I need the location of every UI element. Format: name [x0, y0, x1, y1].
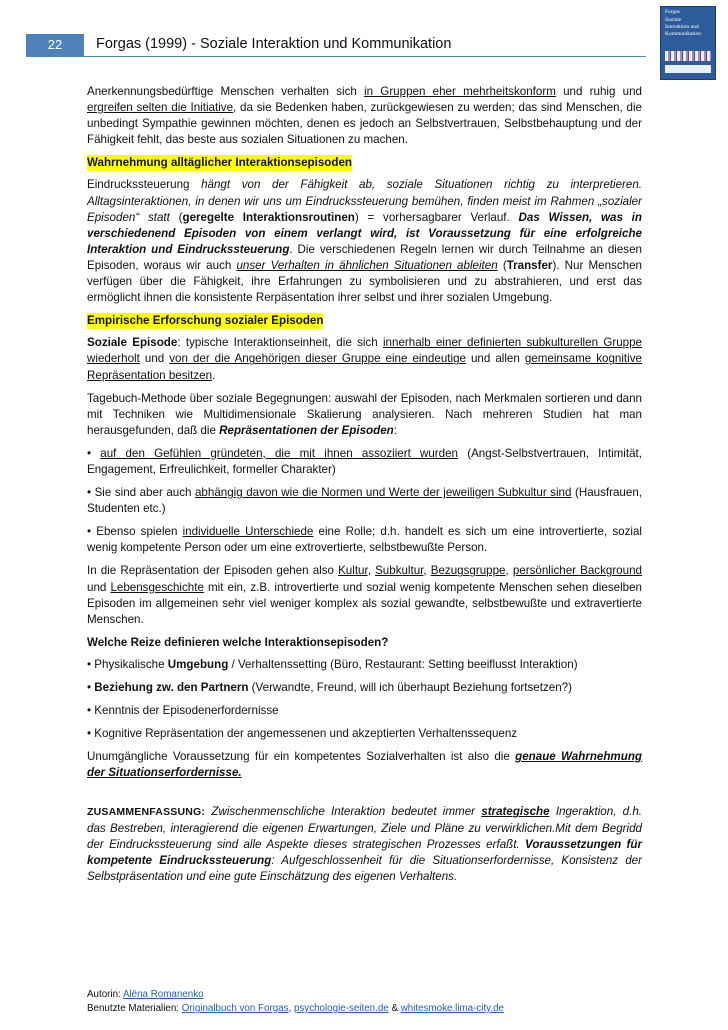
cover-text: Soziale — [665, 17, 682, 23]
paragraph-repraesentation: In die Repräsentation der Episoden gehen also Kultur, Subkultur, Bezugsgruppe, persönlicher Background und Lebensgeschichte mit ein, z.B. introvertierte und sozial wenig kompetente Menschen sehen dieselben Episoden im allgemeinen sehr viel weniger komplex als sozial gewandte, selbstbewußte und extravertierte Menschen. — [87, 564, 642, 626]
paragraph-voraussetzung: Unumgängliche Voraussetzung für ein kompetentes Sozialverhalten ist also die genaue Wahrnehmung der Situationserfordernisse. — [87, 750, 642, 780]
bullet-unterschiede: • Ebenso spielen individuelle Unterschiede eine Rolle; d.h. handelt es sich um eine introvertierte, sozial wenig kompetente Person oder um eine extrovertierte, selbstbewußte Person. — [87, 525, 642, 555]
footer-author: Autorin: Alëna Romanenko — [87, 989, 204, 1000]
document-body — [87, 84, 642, 892]
section-heading-empirische: Empirische Erforschung sozialer Episoden — [87, 313, 323, 329]
cover-text: Kommunikation — [665, 31, 702, 37]
materials-link-forgas[interactable]: Originalbuch von Forgas — [181, 1003, 289, 1014]
paragraph-soziale-episode: Soziale Episode: typische Interaktionseinheit, die sich innerhalb einer definierten subkulturellen Gruppe wiederholt und von der die Angehörigen dieser Gruppe eine eindeutige und allen gemeinsame kognitive Repräsentation besitzen. — [87, 336, 642, 382]
cover-graphic — [665, 65, 711, 73]
document-title: Forgas (1999) - Soziale Interaktion und Kommunikation — [96, 36, 452, 52]
bullet-kognitive: • Kognitive Repräsentation der angemessenen und akzeptierten Verhaltenssequenz — [87, 727, 518, 741]
cover-text: Interaktion und — [665, 24, 699, 30]
author-link[interactable]: Alëna Romanenko — [122, 989, 204, 1000]
bullet-gefuehle: • auf den Gefühlen gründeten, die mit ihnen assoziiert wurden (Angst-Selbstvertrauen, Intimität, Engagement, Erfreulichkeit, formeller Charakter) — [87, 446, 642, 476]
bullet-normen: • Sie sind aber auch abhängig davon wie die Normen und Werte der jeweiligen Subkultur sind (Hausfrauen, Studenten etc.) — [87, 486, 642, 516]
summary-paragraph: ZUSAMMENFASSUNG: Zwischenmenschliche Interaktion bedeutet immer strategische Ingeraktion, d.h. das Bestreben, interagierend die eigenen Erwartungen, Ziele und Pläne zu verwirklichen.Mit dem Begridd der Eindruckssteuerung sind alle Aspekte dieses strategischen Prozesses erfaßt. Voraussetzungen für kompetente Eindruckssteuerung: Aufgeschlossenheit für die Situationserfordernisse, Konsistenz der Selbstpräsentation und eine gute Einschätzung des eigenen Verhaltens. — [87, 805, 642, 883]
bullet-kenntnis: • Kenntnis der Episodenerfordernisse — [87, 704, 279, 718]
cover-graphic — [665, 51, 711, 61]
paragraph-tagebuch: Tagebuch-Methode über soziale Begegnungen: auswahl der Episoden, nach Merkmalen sortieren und dann mit Techniken wie Multidimensionale Skalierung analysieren. Nach mehreren Studien hat man herausgefunden, daß die Repräsentationen der Episoden: — [87, 391, 642, 437]
paragraph-eindruckssteuerung: Eindruckssteuerung hängt von der Fähigkeit ab, soziale Situationen richtig zu interpretieren. Alltagsinteraktionen, in denen wir uns um Eindruckssteuerung bemühen, finden meist im Rahmen „sozialer Episoden“ statt (geregelte Interaktionsroutinen) = vorhersagbarer Verlauf. Das Wissen, was in verschiedenend Episoden von einem verlangt wird, ist Voraussetzung für eine erfolgreiche Interaktion und Eindruckssteuerung. Die verschiedenen Regeln lernen wir durch Teilnahme an diesen Episoden, woraus wir auch unser Verhalten in ähnlichen Situationen ableiten (Transfer). Nur Menschen verfügen über die Fähigkeit, ihre Erfahrungen zu symbolisieren und zu abstrahieren, und erst das ermöglicht ihnen die konsistente Rerpäsentation ihrer selbst und ihrer sozialen Umgebung. — [87, 178, 642, 305]
page-footer — [87, 988, 504, 1016]
paragraph-anerkennung: Anerkennungsbedürftige Menschen verhalten sich in Gruppen eher mehrheitskonform und ruhig und ergreifen selten die Initiative, da sie Bedenken haben, zurückgewiesen zu werden; das sind Menschen, die unbedingt Sympathie gewinnen möchten, denen es jedoch an Selbstvertrauen, Selbstbehauptung und der Fähigkeit fehlt, das beste aus sozialen Situationen zu machen. — [87, 85, 642, 147]
header-rule — [26, 56, 646, 57]
page-number: 22 — [26, 34, 84, 56]
materials-link-psychologie[interactable]: psychologie-seiten.de — [293, 1003, 389, 1014]
cover-text: Forgas — [665, 9, 680, 15]
book-cover-image — [660, 6, 716, 80]
section-heading-reize: Welche Reize definieren welche Interaktionsepisoden? — [87, 635, 389, 649]
section-heading-wahrnehmung: Wahrnehmung alltäglicher Interaktionsepisoden — [87, 155, 352, 171]
bullet-beziehung: • Beziehung zw. den Partnern (Verwandte, Freund, will ich überhaupt Beziehung fortsetzen?) — [87, 681, 572, 694]
bullet-umgebung: • Physikalische Umgebung / Verhaltenssetting (Büro, Restaurant: Setting beeiflusst Interaktion) — [87, 657, 578, 671]
footer-materials: Benutzte Materialien: Originalbuch von Forgas, psychologie-seiten.de & whitesmoke.lima-city.de — [87, 1003, 504, 1014]
materials-link-whitesmoke[interactable]: whitesmoke.lima-city.de — [400, 1003, 504, 1014]
